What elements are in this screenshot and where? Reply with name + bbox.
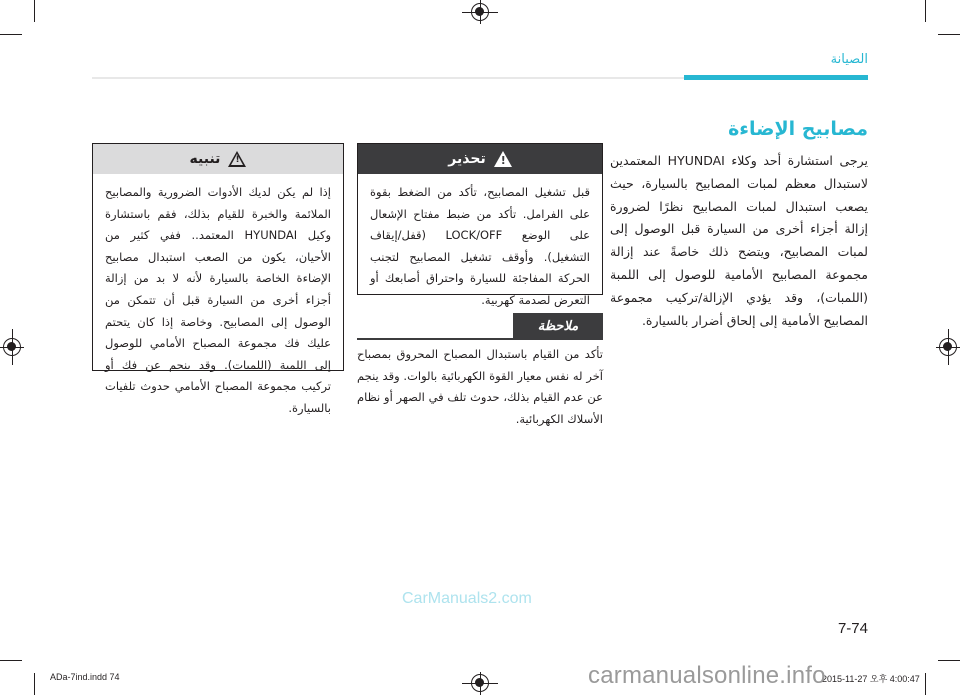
crop-mark <box>0 34 22 35</box>
page-number: 7-74 <box>837 620 868 637</box>
crop-mark <box>925 673 926 695</box>
warning-box <box>357 143 603 307</box>
crop-mark <box>938 660 960 661</box>
warning-text: قبل تشغيل المصابيح، تأكد من الضغط بقوة على الفرامل. تأكد من ضبط مفتاح الإشعال على الوضع LOCK/OFF (قفل/إيقاف التشغيل). وأوقف تشغيل المصابيح لتجنب الحركة المفاجئة للسيارة واحتراق أصابعك أو التعرض لصدمة كهربية. <box>370 185 590 307</box>
section-name: الصيانة <box>830 52 868 67</box>
watermark-link[interactable]: CarManuals2.com <box>402 590 532 607</box>
registration-mark-icon <box>3 338 21 356</box>
caution-box <box>92 143 344 415</box>
page-title: مصابيح الإضاءة <box>728 118 868 140</box>
crop-mark <box>0 660 22 661</box>
crop-mark <box>938 34 960 35</box>
footer-date: 2015-11-27 오후 4:00:47 <box>822 674 920 684</box>
registration-mark-icon <box>939 338 957 356</box>
caution-triangle-icon: ! <box>228 151 246 167</box>
crop-mark <box>34 0 35 22</box>
warning-triangle-icon: ! <box>494 151 512 167</box>
watermark-bottom: carmanualsonline.info <box>588 662 826 689</box>
registration-mark-icon <box>471 674 489 692</box>
body-paragraph: يرجى استشارة أحد وكلاء HYUNDAI المعتمدين لاستبدال معظم لمبات المصابيح بالسيارة، حيث يصعب استبدال لمبات المصابيح نظرًا لضرورة إزالة أجزاء أخرى من السيارة قبل الوصول إلى لمبات المصابيح، ويتضح ذلك خاصةً عند إزالة مجموعة المصابيح الأمامية للوصول إلى اللمبة (اللمبات)، وقد يؤدي الإزالة/تركيب مجموعة المصابيح الأمامية إلى إلحاق أضرار بالسيارة. <box>610 153 868 328</box>
footer-file-name: ADa-7ind.indd 74 <box>50 672 120 682</box>
note-label: ملاحظة <box>513 313 603 339</box>
note-rule <box>357 338 603 340</box>
crop-mark <box>925 0 926 22</box>
registration-mark-icon <box>471 3 489 21</box>
header-accent-bar <box>684 75 868 80</box>
caution-title: تنبيه <box>189 151 221 167</box>
caution-header <box>93 144 343 174</box>
warning-title: تحذير <box>448 151 486 167</box>
caution-text: إذا لم يكن لديك الأدوات الضرورية والمصابيح الملائمة والخبرة للقيام بذلك، فقم باستشارة وكيل HYUNDAI المعتمد.. ففي كثير من الأحيان، يكون من الصعب استبدال مصابيح الإضاءة الخاصة بالسيارة لأنه لا بد من إزالة أجزاء أخرى من السيارة قبل أن تتمكن من الوصول إلى المصابيح. وخاصة إذا كان يتحتم عليك فك مجموعة المصباح الأمامي للوصول إلى اللمبة (اللمبات). وقد ينجم عن فك أو تركيب مجموعة المصباح الأمامي حدوث تلفيات بالسيارة. <box>105 185 331 415</box>
warning-header <box>358 144 602 174</box>
note-text: تأكد من القيام باستبدال المصباح المحروق بمصباح آخر له نفس معيار القوة الكهربائية بالوات. وقد ينجم عن عدم القيام بذلك، حدوث تلف في الصهر أو نظام الأسلاك الكهربائية. <box>357 347 603 426</box>
crop-mark <box>34 673 35 695</box>
